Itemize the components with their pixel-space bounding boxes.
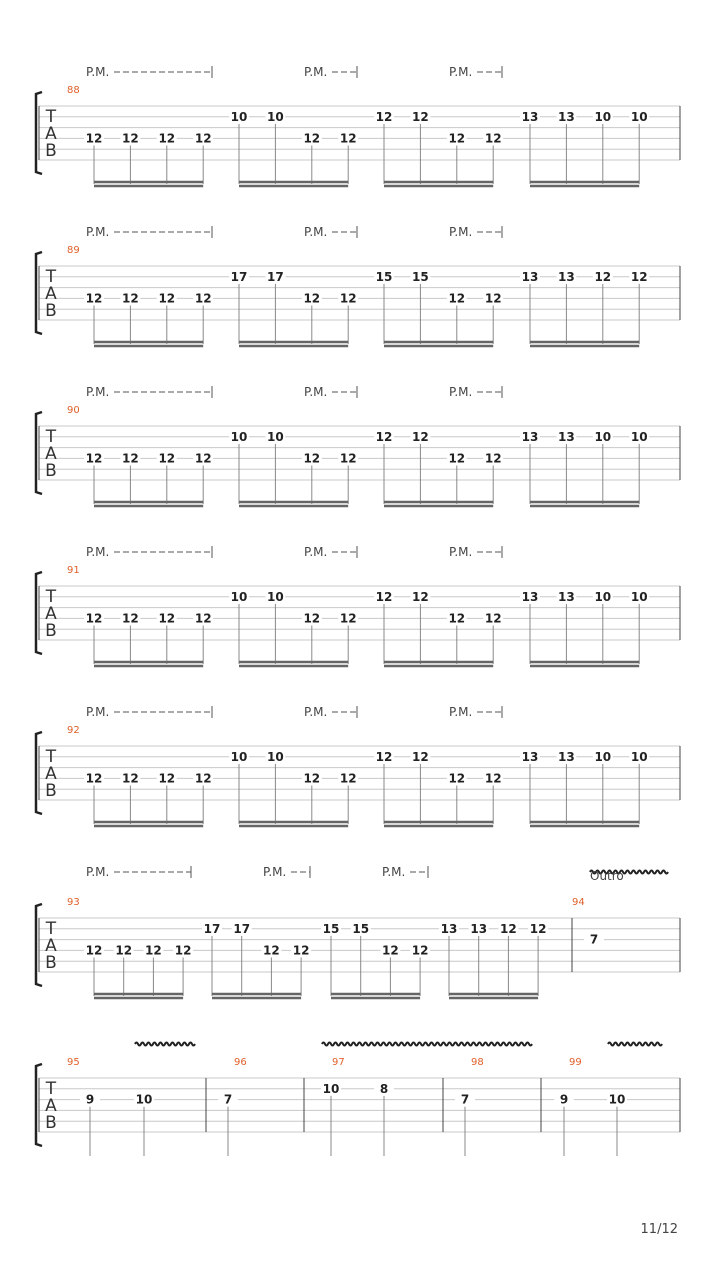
vibrato-line: [322, 1043, 532, 1046]
measure-number: 96: [234, 1057, 247, 1068]
fret-number: 12: [630, 269, 648, 284]
staff-system: [36, 865, 680, 998]
fret-number: 12: [412, 589, 429, 604]
palm-mute-label: P.M.: [449, 225, 473, 239]
tab-clef-letter: B: [45, 621, 57, 641]
fret-number: 9: [559, 1092, 569, 1107]
measure-number: 98: [471, 1057, 484, 1068]
fret-number: 12: [448, 451, 466, 466]
fret-number: 13: [558, 429, 575, 444]
fret-number: 12: [375, 589, 393, 604]
fret-number: 10: [135, 1092, 153, 1107]
tab-clef-letter: A: [45, 124, 57, 144]
measure-number: 88: [67, 85, 80, 96]
tab-clef-letter: A: [45, 284, 57, 304]
measure-number: 94: [572, 897, 585, 908]
fret-number: 13: [440, 921, 458, 936]
tab-clef-letter: T: [45, 1079, 57, 1099]
tab-clef-letter: T: [45, 427, 57, 447]
fret-number: 10: [630, 589, 648, 604]
fret-number: 12: [339, 451, 357, 466]
tab-clef-letter: B: [45, 461, 57, 481]
palm-mute-label: P.M.: [449, 385, 473, 399]
fret-number: 10: [267, 429, 284, 444]
fret-number: 12: [85, 611, 103, 626]
fret-number: 17: [233, 921, 251, 936]
tab-clef-letter: T: [45, 267, 57, 287]
fret-number: 12: [412, 749, 429, 764]
fret-number: 12: [484, 451, 502, 466]
fret-number: 15: [412, 269, 429, 284]
fret-number: 13: [521, 269, 539, 284]
fret-number: 12: [529, 921, 547, 936]
fret-number: 12: [303, 771, 321, 786]
fret-number: 10: [594, 749, 612, 764]
fret-number: 12: [594, 269, 612, 284]
fret-number: 12: [122, 771, 139, 786]
fret-number: 12: [484, 611, 502, 626]
fret-number: 12: [303, 611, 321, 626]
tab-clef-letter: B: [45, 1113, 57, 1133]
palm-mute-label: P.M.: [86, 65, 110, 79]
measure-number: 97: [332, 1057, 345, 1068]
palm-mute-label: P.M.: [304, 705, 328, 719]
fret-number: 10: [594, 109, 612, 124]
tab-clef-letter: B: [45, 781, 57, 801]
fret-number: 12: [122, 131, 139, 146]
fret-number: 13: [558, 269, 575, 284]
palm-mute-label: P.M.: [449, 65, 473, 79]
fret-number: 7: [223, 1092, 233, 1107]
fret-number: 12: [194, 131, 212, 146]
fret-number: 12: [339, 291, 357, 306]
tab-clef-letter: A: [45, 936, 57, 956]
palm-mute-label: P.M.: [86, 705, 110, 719]
palm-mute-label: P.M.: [304, 65, 328, 79]
fret-number: 12: [263, 943, 280, 958]
fret-number: 12: [375, 429, 393, 444]
palm-mute-label: P.M.: [449, 705, 473, 719]
fret-number: 10: [594, 429, 612, 444]
fret-number: 10: [230, 429, 248, 444]
fret-number: 12: [122, 611, 139, 626]
fret-number: 13: [558, 109, 575, 124]
fret-number: 17: [267, 269, 284, 284]
palm-mute-label: P.M.: [263, 865, 287, 879]
fret-number: 12: [85, 771, 103, 786]
fret-number: 13: [558, 589, 575, 604]
vibrato-line: [135, 1043, 195, 1046]
fret-number: 15: [322, 921, 340, 936]
fret-number: 12: [448, 611, 466, 626]
page-number: 11/12: [640, 1222, 678, 1237]
fret-number: 12: [85, 291, 103, 306]
fret-number: 12: [85, 451, 103, 466]
measure-number: 89: [67, 245, 80, 256]
fret-number: 10: [594, 589, 612, 604]
measure-number: 93: [67, 897, 80, 908]
fret-number: 17: [203, 921, 221, 936]
fret-number: 12: [85, 131, 103, 146]
tab-clef-letter: A: [45, 1096, 57, 1116]
tab-clef-letter: T: [45, 587, 57, 607]
fret-number: 12: [375, 109, 393, 124]
palm-mute-label: P.M.: [86, 865, 110, 879]
vibrato-line: [608, 1043, 662, 1046]
fret-number: 17: [230, 269, 248, 284]
fret-number: 12: [375, 749, 393, 764]
fret-number: 10: [630, 109, 648, 124]
fret-number: 12: [158, 131, 176, 146]
fret-number: 12: [339, 771, 357, 786]
fret-number: 12: [411, 943, 429, 958]
section-label: Outro: [590, 869, 624, 883]
measure-number: 99: [569, 1057, 582, 1068]
fret-number: 12: [122, 451, 139, 466]
measure-number: 92: [67, 725, 80, 736]
fret-number: 10: [630, 749, 648, 764]
fret-number: 12: [484, 291, 502, 306]
tab-clef-letter: A: [45, 604, 57, 624]
fret-number: 12: [194, 451, 212, 466]
fret-number: 12: [412, 429, 429, 444]
fret-number: 9: [85, 1092, 95, 1107]
fret-number: 13: [521, 749, 539, 764]
tab-clef-letter: A: [45, 444, 57, 464]
palm-mute-label: P.M.: [304, 225, 328, 239]
fret-number: 13: [521, 589, 539, 604]
fret-number: 12: [303, 451, 321, 466]
fret-number: 12: [158, 451, 176, 466]
staff-system: [36, 385, 680, 506]
fret-number: 12: [412, 109, 429, 124]
measure-number: 90: [67, 405, 80, 416]
fret-number: 10: [230, 749, 248, 764]
palm-mute-label: P.M.: [86, 385, 110, 399]
palm-mute-label: P.M.: [382, 865, 406, 879]
tab-clef-letter: T: [45, 107, 57, 127]
fret-number: 10: [267, 109, 284, 124]
fret-number: 12: [339, 131, 357, 146]
fret-number: 12: [194, 611, 212, 626]
fret-number: 12: [448, 291, 466, 306]
fret-number: 15: [352, 921, 370, 936]
fret-number: 10: [230, 589, 248, 604]
tab-clef-letter: T: [45, 919, 57, 939]
fret-number: 12: [158, 291, 176, 306]
fret-number: 12: [500, 921, 517, 936]
fret-number: 12: [382, 943, 399, 958]
fret-number: 13: [470, 921, 488, 936]
palm-mute-label: P.M.: [304, 385, 328, 399]
fret-number: 12: [303, 291, 321, 306]
palm-mute-label: P.M.: [304, 545, 328, 559]
fret-number: 12: [194, 771, 212, 786]
fret-number: 12: [85, 943, 103, 958]
fret-number: 15: [375, 269, 393, 284]
tab-clef-letter: A: [45, 764, 57, 784]
palm-mute-label: P.M.: [449, 545, 473, 559]
tab-clef-letter: B: [45, 953, 57, 973]
palm-mute-label: P.M.: [86, 225, 110, 239]
fret-number: 12: [448, 771, 466, 786]
tab-clef-letter: B: [45, 141, 57, 161]
fret-number: 10: [267, 749, 284, 764]
staff-system: [36, 65, 680, 186]
staff-system: [36, 705, 680, 826]
fret-number: 13: [521, 429, 539, 444]
fret-number: 12: [339, 611, 357, 626]
staff-system: [36, 545, 680, 666]
fret-number: 12: [174, 943, 192, 958]
fret-number: 10: [322, 1081, 340, 1096]
tab-clef-letter: B: [45, 301, 57, 321]
fret-number: 12: [484, 131, 502, 146]
fret-number: 10: [230, 109, 248, 124]
fret-number: 7: [589, 932, 599, 947]
fret-number: 10: [630, 429, 648, 444]
fret-number: 7: [460, 1092, 470, 1107]
staff-system: [36, 225, 680, 346]
fret-number: 10: [608, 1092, 626, 1107]
fret-number: 12: [158, 771, 176, 786]
fret-number: 12: [122, 291, 139, 306]
palm-mute-label: P.M.: [86, 545, 110, 559]
staff-system: [36, 1043, 680, 1157]
fret-number: 12: [448, 131, 466, 146]
tab-clef-letter: T: [45, 747, 57, 767]
fret-number: 12: [484, 771, 502, 786]
fret-number: 10: [267, 589, 284, 604]
fret-number: 12: [115, 943, 133, 958]
fret-number: 12: [145, 943, 162, 958]
measure-number: 95: [67, 1057, 80, 1068]
fret-number: 12: [194, 291, 212, 306]
fret-number: 13: [558, 749, 575, 764]
fret-number: 12: [303, 131, 321, 146]
fret-number: 8: [379, 1081, 389, 1096]
fret-number: 12: [292, 943, 310, 958]
measure-number: 91: [67, 565, 80, 576]
fret-number: 12: [158, 611, 176, 626]
fret-number: 13: [521, 109, 539, 124]
